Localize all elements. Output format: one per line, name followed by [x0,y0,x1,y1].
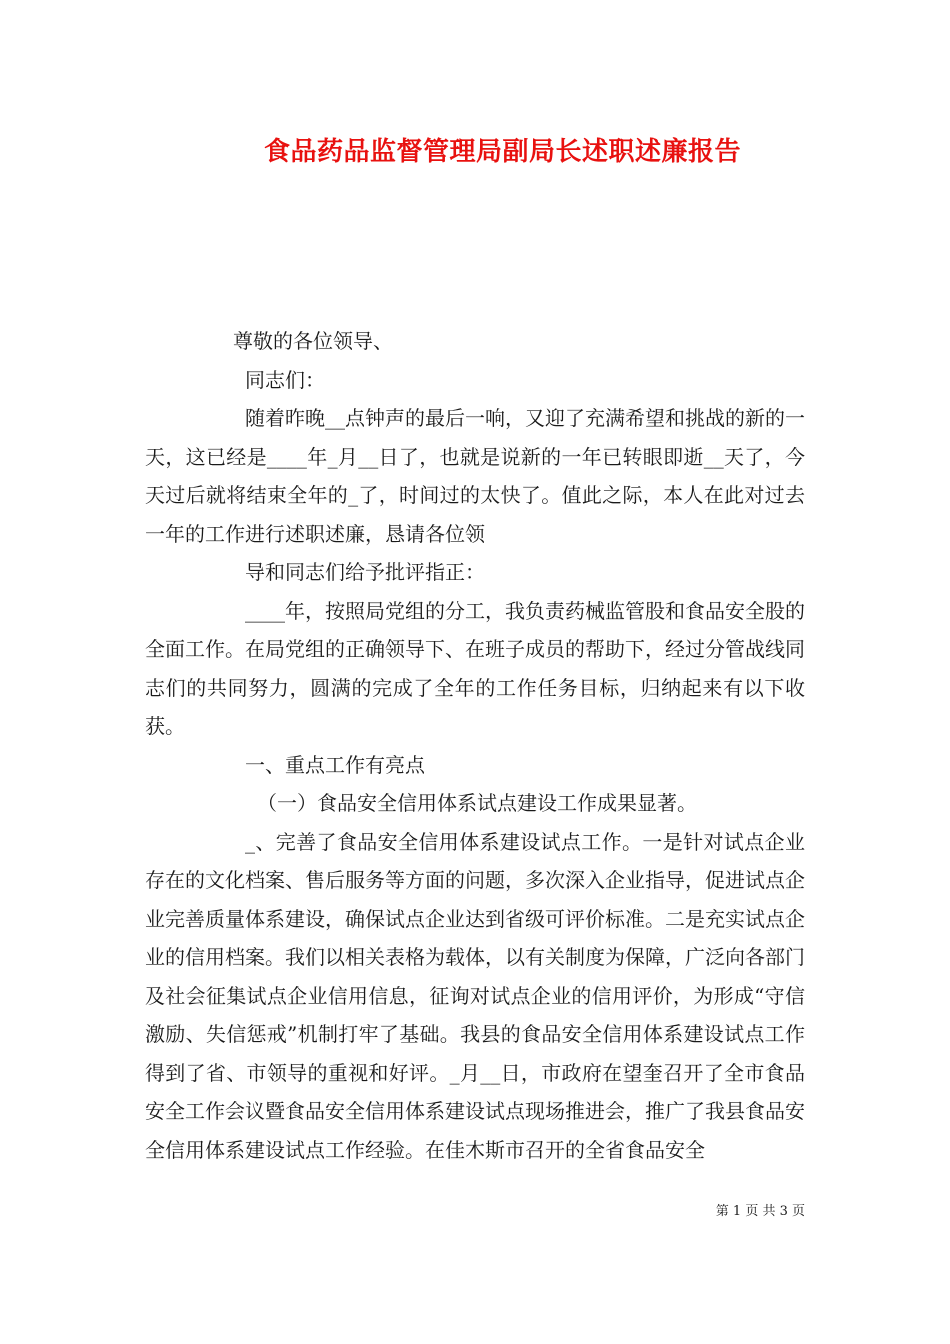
credit-system-paragraph: _、完善了食品安全信用体系建设试点工作。一是针对试点企业存在的文化档案、售后服务等方面的问题，多次深入企业指导，促进试点企业完善质量体系建设，确保试点企业达到省级可评价标准。二是充实试点企业的信用档案。我们以相关表格为载体，以有关制度为保障，广泛向各部门及社会征集试点企业信用信息，征询对试点企业的信用评价，为形成“守信激励、失信惩戒”机制打牢了基础。我县的食品安全信用体系建设试点工作得到了省、市领导的重视和好评。_月__日，市政府在望奎召开了全市食品安全工作会议暨食品安全信用体系建设试点现场推进会，推广了我县食品安全信用体系建设试点工作经验。在佳木斯市召开的全省食品安全 [145,829,805,1162]
subsection-heading: （一）食品安全信用体系试点建设工作成果显著。 [257,791,697,815]
opening-continuation: 导和同志们给予批评指正： [245,560,485,584]
salutation-comrades: 同志们： [245,367,325,392]
page-number-footer: 第 1 页 共 3 页 [715,1204,805,1219]
opening-paragraph: 随着昨晚__点钟声的最后一响，又迎了充满希望和挑战的新的一天，这已经是____年_月__日了，也就是说新的一年已转眼即逝__天了，今天过后就将结束全年的_了，时间过的太快了。值此之际，本人在此对过去一年的工作进行述职述廉，恳请各位领 [145,406,805,546]
document-title: 食品药品监督管理局副局长述职述廉报告 [263,137,741,167]
duty-paragraph: ____年，按照局党组的分工，我负责药械监管股和食品安全股的全面工作。在局党组的正确领导下、在班子成员的帮助下，经过分管战线同志们的共同努力，圆满的完成了全年的工作任务目标，归纳起来有以下收获。 [145,598,805,738]
salutation-line: 尊敬的各位领导、 [233,329,393,353]
section-heading: 一、重点工作有亮点 [245,752,425,777]
document-body [145,322,805,1169]
